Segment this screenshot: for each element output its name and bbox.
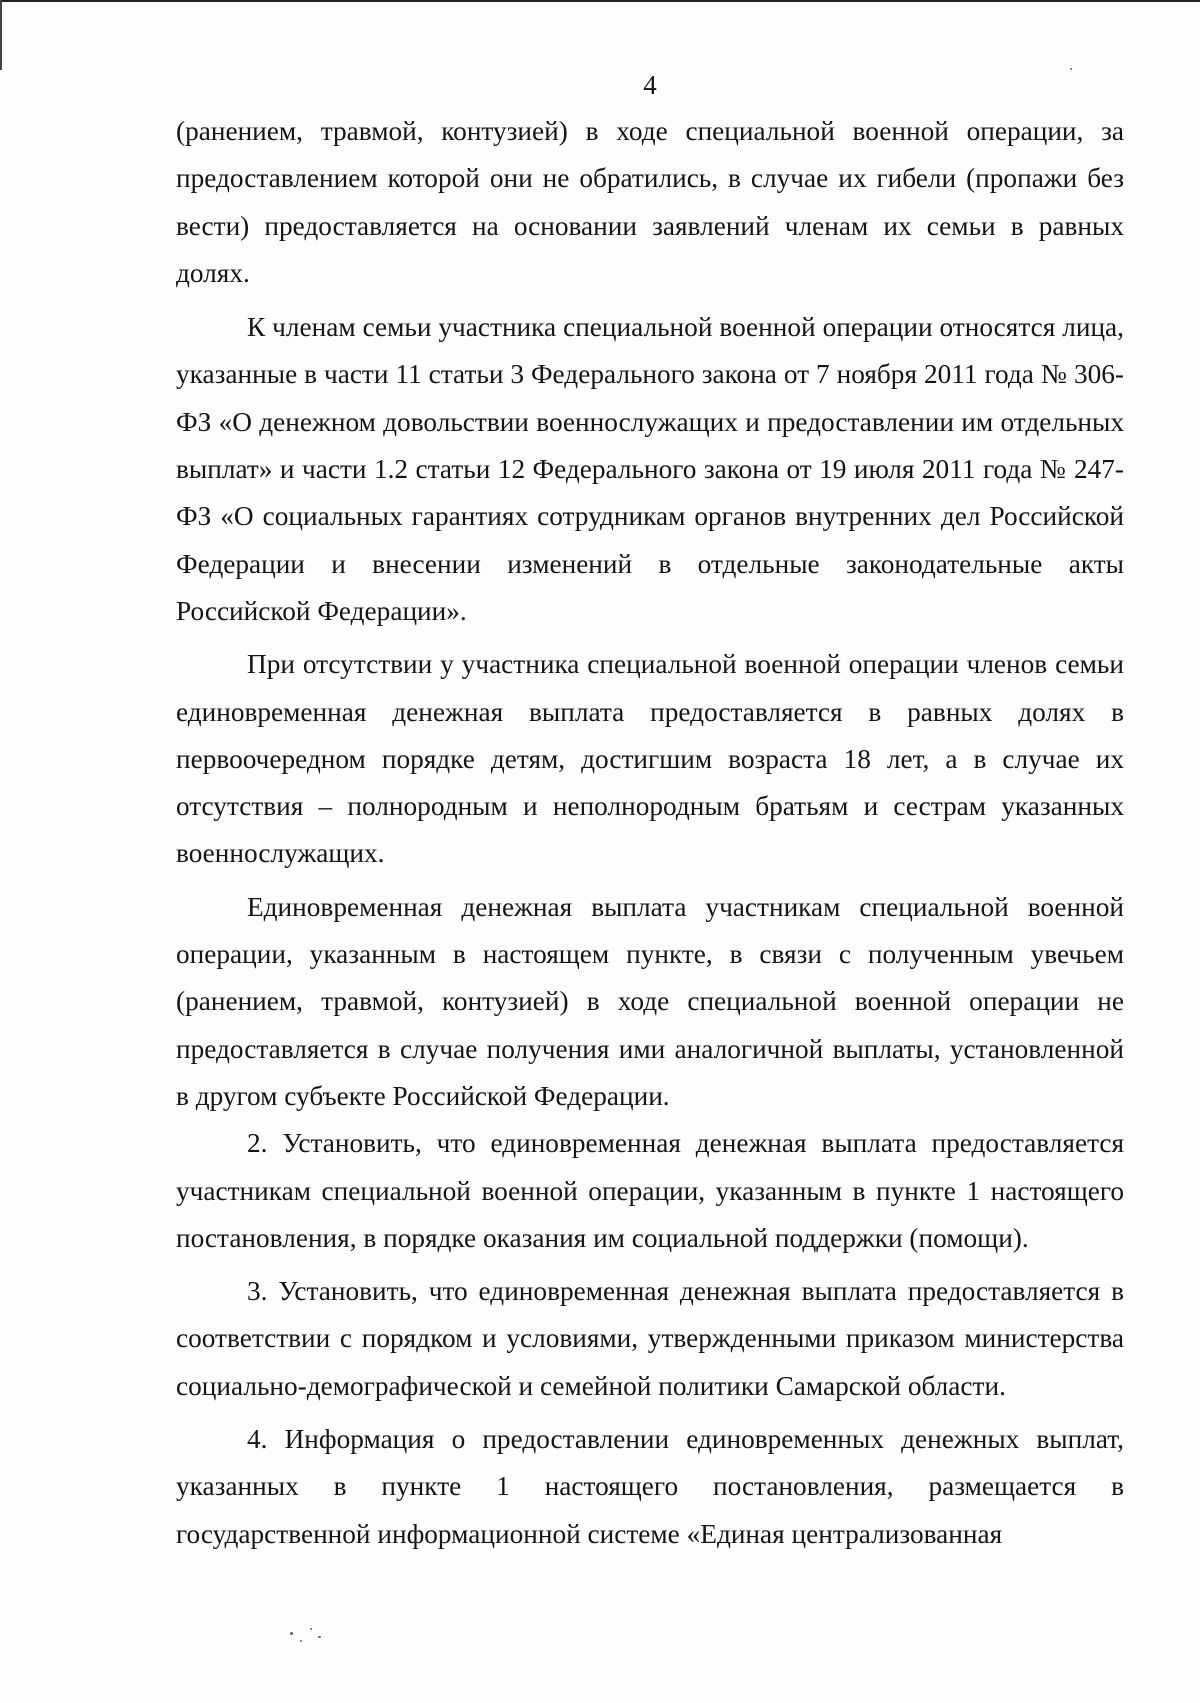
scan-speck — [300, 1640, 302, 1642]
paragraph-6: 3. Установить, что единовременная денежная выплата предоставляется в соответствии с порядком и условиями, утвержденными приказом министерства социально-демографической и семейной политики Самарской области. — [176, 1276, 1124, 1401]
paragraph-5: 2. Установить, что единовременная денежная выплата предоставляется участникам специальной военной операции, указанным в пункте 1 настоящего постановления, в порядке оказания им социальной поддержки (помощи). — [176, 1128, 1124, 1253]
paragraph-1: (ранением, травмой, контузией) в ходе специальной военной операции, за предоставлением которой они не обратились, в случае их гибели (пропажи без вести) предоставляется на основании заявлений членам их семьи в равных долях. — [176, 116, 1124, 288]
paragraph-7: 4. Информация о предоставлении единовременных денежных выплат, указанных в пункте 1 настоящего постановления, размещается в государственной информационной системе «Единая централизованная — [176, 1424, 1124, 1549]
document-body — [176, 108, 1124, 1558]
page-number: 4 — [643, 70, 657, 100]
paragraph-2: К членам семьи участника специальной военной операции относятся лица, указанные в части 11 статьи 3 Федерального закона от 7 ноября 2011 года № 306-ФЗ «О денежном довольствии военнослужащих и предоставлении им отдельных выплат» и части 1.2 статьи 12 Федерального закона от 19 июля 2011 года № 247-ФЗ «О социальных гарантиях сотрудникам органов внутренних дел Российской Федерации и внесении изменений в отдельные законодательные акты Российской Федерации». — [176, 312, 1124, 626]
paragraph-4: Единовременная денежная выплата участникам специальной военной операции, указанным в настоящем пункте, в связи с полученным увечьем (ранением, травмой, контузией) в ходе специальной военной операции не предоставляется в случае получения ими аналогичной выплаты, установленной в другом субъекте Российской Федерации. — [176, 891, 1124, 1111]
scan-speck — [310, 1628, 312, 1630]
paragraph-3: При отсутствии у участника специальной военной операции членов семьи единовременная денежная выплата предоставляется в равных долях в первоочередном порядке детям, достигшим возраста 18 лет, а в случае их отсутствия – полнородным и неполнородным братьям и сестрам указанных военнослужащих. — [176, 649, 1124, 869]
scan-speck — [1070, 68, 1072, 70]
scan-speck — [290, 1632, 293, 1635]
scan-left-edge — [0, 0, 2, 70]
scan-top-edge — [0, 0, 1200, 2]
scan-speck — [318, 1636, 321, 1638]
